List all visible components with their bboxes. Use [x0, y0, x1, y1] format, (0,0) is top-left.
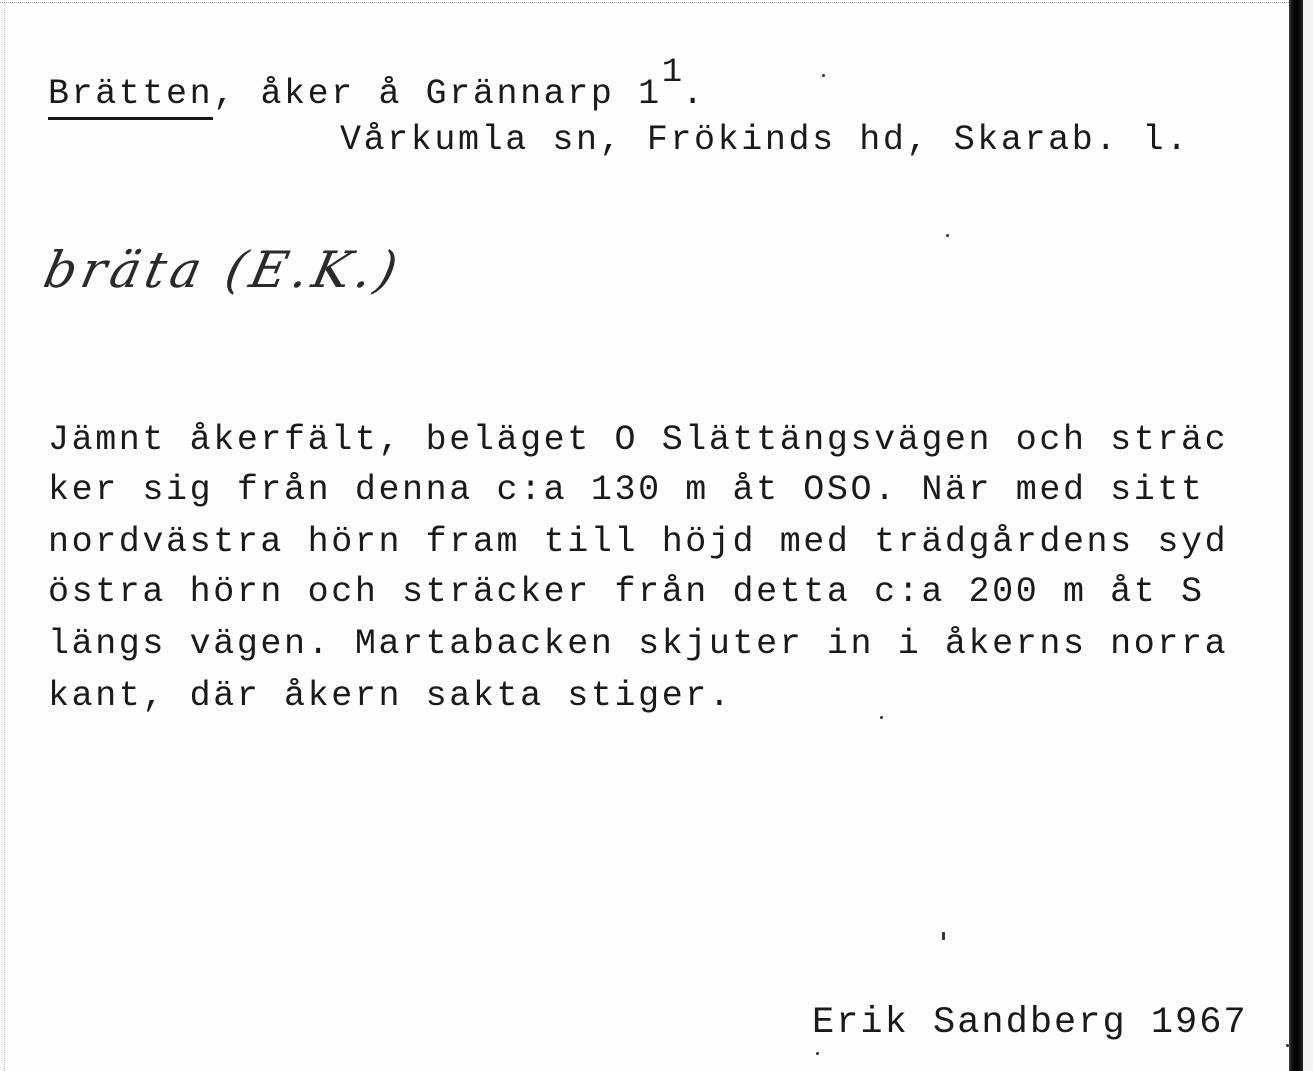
handwritten-note: bräta (E.K.): [38, 241, 408, 299]
description-line: kant, där åkern sakta stiger.: [48, 676, 733, 716]
heading-superscript: 1: [661, 54, 683, 92]
description-line: östra hörn och sträcker från detta c:a 200 m åt S: [48, 572, 1205, 612]
headword: Brätten: [48, 74, 214, 114]
signature: Erik Sandberg 1967: [812, 1002, 1248, 1044]
scan-speck: [942, 932, 945, 940]
scan-speck: [880, 716, 883, 719]
scan-speck: [822, 74, 825, 77]
location-line: Vårkumla sn, Frökinds hd, Skarab. l.: [340, 120, 1190, 160]
card-top-edge: [0, 2, 1295, 5]
description-line: ker sig från denna c:a 130 m åt OSO. När med sitt: [48, 470, 1205, 510]
description-line: längs vägen. Martabacken skjuter in i åkerns norra: [48, 624, 1229, 664]
scan-speck: [1286, 1044, 1289, 1047]
heading-rest: , åker å Grännarp 1: [213, 74, 662, 114]
scan-speck: [816, 1052, 819, 1055]
heading-end: .: [682, 74, 706, 114]
card-right-edge-shadow: [1289, 0, 1303, 1071]
card-left-edge: [4, 0, 6, 1071]
description-line: nordvästra hörn fram till höjd med trädgårdens syd: [48, 522, 1229, 562]
card-heading: [48, 54, 706, 115]
description-line: Jämnt åkerfält, beläget O Slättängsvägen och sträc: [48, 420, 1229, 460]
scan-speck: [946, 234, 949, 237]
scan-margin: [1303, 0, 1313, 1071]
